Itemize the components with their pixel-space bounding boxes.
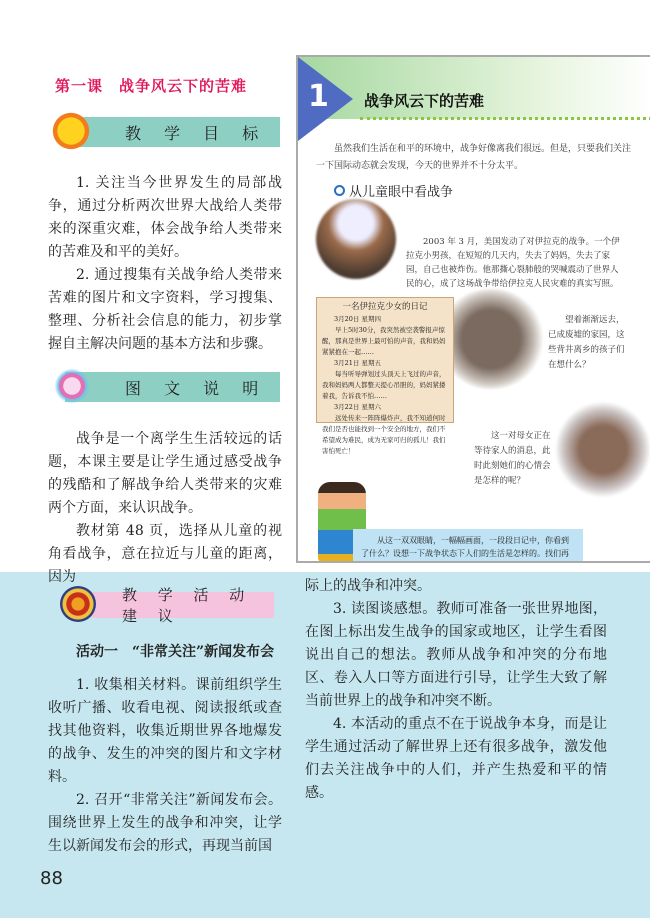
sun-icon <box>50 110 92 152</box>
illustration-text <box>48 428 282 589</box>
diary-text: 每当听导弹划过头顶天上飞过的声音，我和妈妈两人都整天提心吊胆的，妈妈紧搂着我，告诉我不怕…… <box>322 370 446 400</box>
page-number: 88 <box>40 868 63 889</box>
diary-date: 3月21日 星期五 <box>334 359 381 367</box>
activities-right <box>305 575 607 805</box>
activity-title: 活动一 “非常关注”新闻发布会 <box>76 644 275 660</box>
mother-daughter-photo <box>556 402 650 497</box>
textbook-page-inset <box>296 55 650 563</box>
speech-box <box>353 529 583 563</box>
diary-title: 一名伊拉克少女的日记 <box>342 302 428 312</box>
paragraph: 教材第 48 页，选择从儿童的视角看战争，意在拉近与儿童的距离，因为 <box>48 523 282 585</box>
section-label: 教 学 目 标 <box>125 123 268 143</box>
diary-text: 早上5时30分，我突然被空袭警报声惊醒，那真是世界上最可怕的声音，我和妈妈紧紧抱在一起…… <box>322 326 446 356</box>
section-header-objectives <box>65 117 280 147</box>
section-label: 教 学 活 动 建 议 <box>122 586 253 625</box>
diary-box <box>316 297 454 455</box>
activities-left <box>48 641 282 858</box>
butterfly-icon <box>52 366 92 406</box>
paragraph: 4. 本活动的重点不在于说战争本身，而是让学生通过活动了解世界上还有很多战争，激发他们去关注战争中的人们，并产生热爱和平的情感。 <box>305 716 607 801</box>
inset-subheading <box>334 181 453 200</box>
lesson-title: 第一课 战争风云下的苦难 <box>55 77 248 95</box>
dotted-divider <box>360 117 650 120</box>
subheading-text: 从儿童眼中看战争 <box>349 185 454 200</box>
crying-boy-photo <box>316 199 396 279</box>
diary-text: 远处传来一阵阵爆炸声，我不知道何时我们是否也能找到一个安全的地方，我们不希望成为难民，成为无家可归的孤儿！我们害怕死亡！ <box>322 414 446 455</box>
caption: 望着渐渐远去，已成废墟的家园，这些背井离乡的孩子们在想什么？ <box>548 315 625 370</box>
paragraph: 2. 召开“非常关注”新闻发布会。围绕世界上发生的战争和冲突，让学生以新闻发布会的形式，再现当前国 <box>48 792 282 854</box>
diary-date: 3月22日 星期六 <box>334 403 381 411</box>
caption: 2003 年 3 月，美国发动了对伊拉克的战争。一个伊拉克小男孩，在短短的几天内，失去了妈妈，失去了家园，自己也被炸伤。他那撕心裂肺般的哭喊震动了世界人民的心，成了这场战争带给伊拉克人民灾难的真实写照。 <box>406 237 620 289</box>
section-header-illustration <box>65 372 280 402</box>
paragraph: 3. 读图谈感想。教师可准备一张世界地图，在图上标出发生战争的国家或地区，让学生看图说出自己的想法。教师从战争和冲突的分布地区、卷入人口等方面进行引导，让学生大致了解当前世界上的战争和冲突不断。 <box>305 601 607 709</box>
section-header-activities <box>92 586 274 625</box>
inset-number: 1 <box>308 79 329 114</box>
inset-intro: 虽然我们生活在和平的环境中，战争好像离我们很远。但是，只要我们关注一下国际动态就会发现，今天的世界并不十分太平。 <box>316 144 632 171</box>
paragraph: 1. 收集相关材料。课前组织学生收听广播、收看电视、阅读报纸或查找其他资料，收集近期世界各地爆发的战争、发生的冲突的图片和文字材料。 <box>48 677 282 785</box>
paragraph: 战争是一个离学生生活较远的话题，本课主要是让学生通过感受战争的残酷和了解战争给人类带来的灾难两个方面，来认识战争。 <box>48 431 282 516</box>
section-label: 图 文 说 明 <box>125 378 268 398</box>
inset-title: 战争风云下的苦难 <box>364 92 485 110</box>
compass-wheel-icon <box>60 586 96 622</box>
speech-text: 从这一双双眼睛，一幅幅画面，一段段日记中，你看到了什么？设想一下战争状态下人们的生活是怎样的。找们再 <box>361 536 569 558</box>
objectives-text <box>48 172 282 356</box>
paragraph: 2. 通过搜集有关战争给人类带来苦难的图片和文字资料，学习搜集、整理、分析社会信息的能力，初步掌握自主解决问题的基本方法和步骤。 <box>48 267 282 352</box>
circle-icon <box>334 185 345 196</box>
paragraph: 际上的战争和冲突。 <box>305 578 431 594</box>
diary-date: 3月20日 星期四 <box>334 315 381 323</box>
caption: 这一对母女正在等待家人的消息，此时此刻她们的心情会是怎样的呢？ <box>474 431 551 486</box>
paragraph: 1. 关注当今世界发生的局部战争，通过分析两次世界大战给人类带来的深重灾难，体会战争给人类带来的苦难及和平的美好。 <box>48 175 282 260</box>
